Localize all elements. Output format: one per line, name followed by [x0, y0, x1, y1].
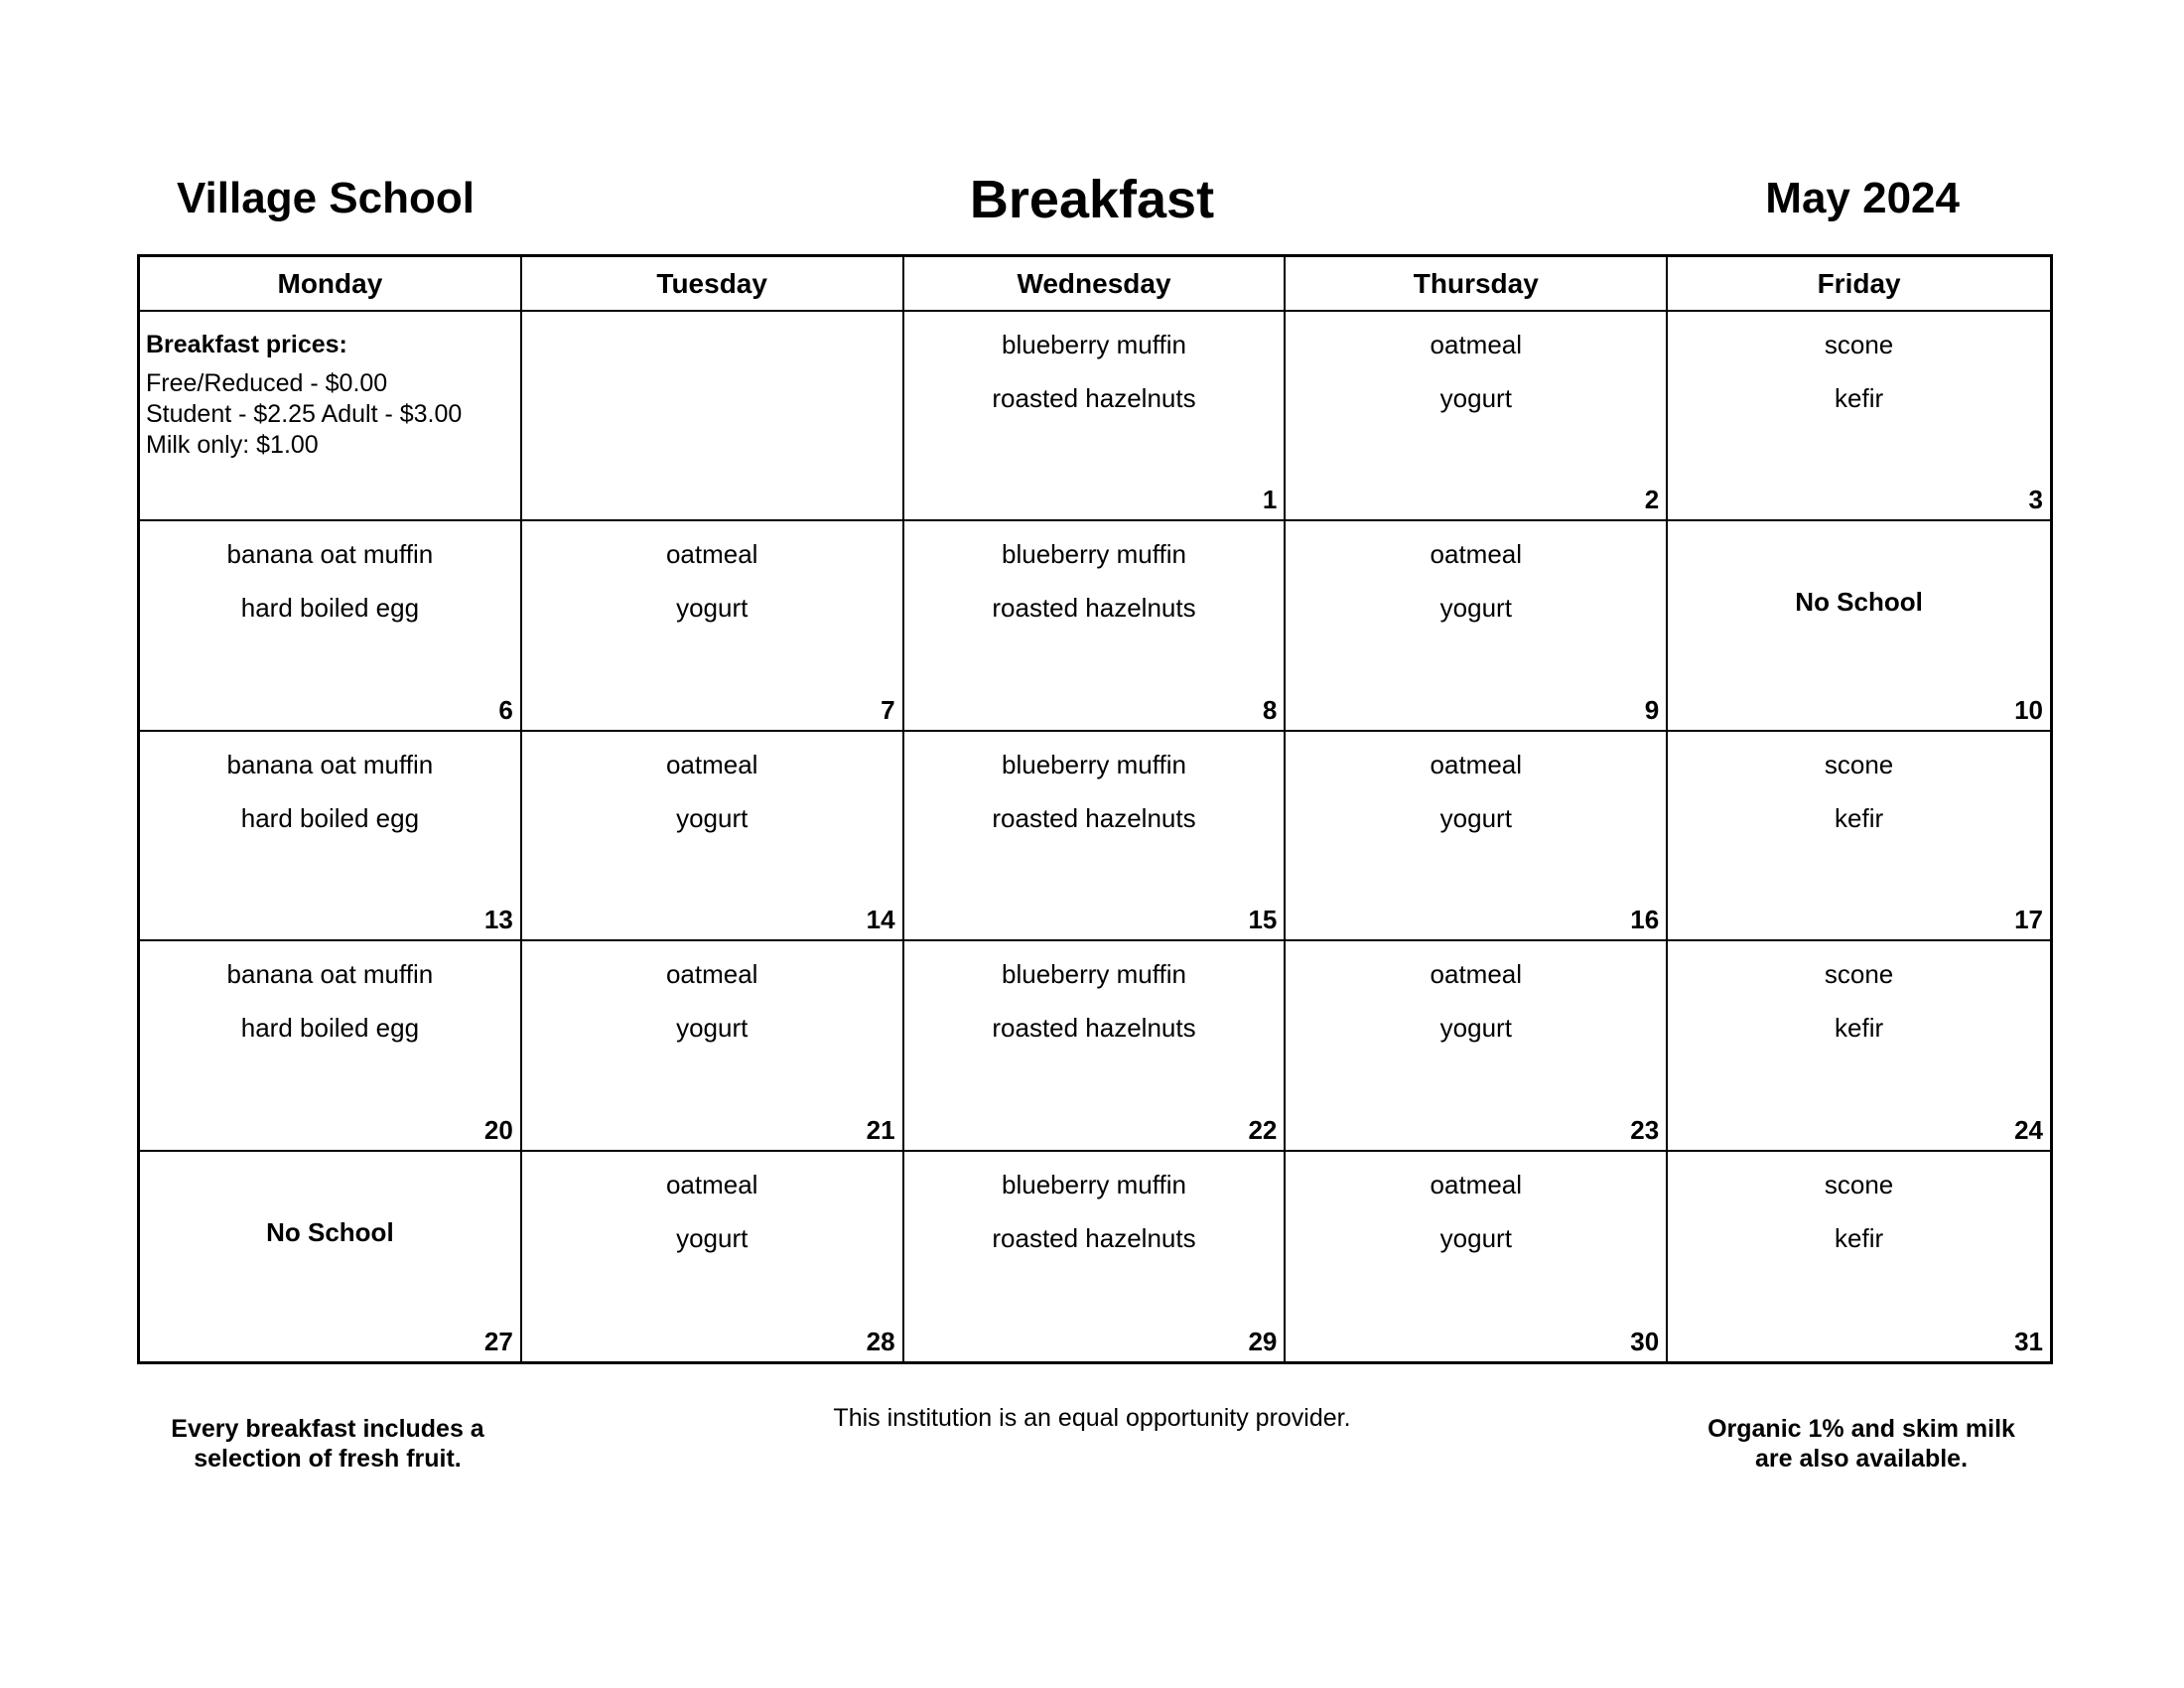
- day-number: 29: [1248, 1326, 1278, 1356]
- day-number: 30: [1630, 1326, 1660, 1356]
- menu-item: yogurt: [1439, 593, 1512, 624]
- calendar-day-cell: [1668, 1152, 2050, 1361]
- day-number: 17: [2014, 905, 2043, 935]
- menu-item: yogurt: [676, 1013, 749, 1044]
- fruit-note-line2: selection of fresh fruit.: [194, 1445, 462, 1473]
- menu-item: yogurt: [1439, 1222, 1512, 1253]
- calendar-day-cell: [522, 732, 904, 941]
- day-header-wednesday: Wednesday: [904, 257, 1287, 312]
- menu-item: hard boiled egg: [240, 802, 420, 833]
- calendar-day-cell: [1286, 312, 1668, 521]
- menu-item: yogurt: [676, 593, 749, 624]
- day-number: 27: [483, 1326, 513, 1356]
- menu-item: hard boiled egg: [240, 593, 420, 624]
- menu-item: banana oat muffin: [226, 539, 434, 570]
- day-number: 20: [483, 1114, 513, 1145]
- milk-note: [1668, 1414, 2055, 1474]
- menu-item: kefir: [1835, 383, 1884, 413]
- day-number: 24: [2014, 1114, 2043, 1145]
- day-header-friday: Friday: [1668, 257, 2050, 312]
- menu-item: yogurt: [676, 802, 749, 833]
- menu-item: kefir: [1835, 1013, 1884, 1044]
- calendar-day-cell: [904, 521, 1287, 731]
- calendar-day-cell: [1668, 312, 2050, 521]
- menu-item: oatmeal: [1430, 959, 1523, 990]
- menu-item: scone: [1824, 749, 1894, 779]
- day-number: 8: [1262, 694, 1278, 725]
- day-number: 10: [2014, 694, 2043, 725]
- calendar-day-cell: [904, 1152, 1287, 1361]
- menu-item: roasted hazelnuts: [992, 593, 1196, 624]
- day-number: 28: [866, 1326, 895, 1356]
- menu-item: hard boiled egg: [240, 1013, 420, 1044]
- calendar-day-cell: [904, 732, 1287, 941]
- fruit-note-line1: Every breakfast includes a: [171, 1415, 484, 1443]
- calendar-day-cell: [1286, 521, 1668, 731]
- calendar-day-cell: [904, 941, 1287, 1151]
- page-title: Breakfast: [969, 170, 1215, 229]
- menu-item: blueberry muffin: [1002, 1169, 1186, 1199]
- day-number: 7: [881, 694, 895, 725]
- day-number: 22: [1248, 1114, 1278, 1145]
- day-number: 16: [1630, 905, 1660, 935]
- prices-title: Breakfast prices:: [146, 331, 347, 358]
- calendar-day-cell: [140, 1152, 522, 1361]
- day-number: 3: [2028, 485, 2043, 515]
- menu-item: scone: [1824, 959, 1894, 990]
- menu-item: blueberry muffin: [1002, 330, 1186, 359]
- milk-note-line1: Organic 1% and skim milk: [1707, 1415, 2015, 1443]
- menu-item: oatmeal: [665, 539, 758, 570]
- menu-item: oatmeal: [1430, 330, 1523, 359]
- price-free-reduced: Free/Reduced - $0.00: [146, 369, 388, 397]
- menu-item: roasted hazelnuts: [992, 383, 1196, 413]
- month-label: May 2024: [1765, 174, 1960, 222]
- day-number: 14: [866, 905, 895, 935]
- menu-item: blueberry muffin: [1002, 539, 1186, 570]
- calendar-day-cell: [140, 941, 522, 1151]
- day-number: 21: [866, 1114, 895, 1145]
- day-header-tuesday: Tuesday: [522, 257, 904, 312]
- calendar-day-cell: [904, 312, 1287, 521]
- calendar-day-cell: [1668, 941, 2050, 1151]
- menu-item: oatmeal: [665, 749, 758, 779]
- calendar-day-cell: [1286, 1152, 1668, 1361]
- price-milk-only: Milk only: $1.00: [146, 431, 319, 459]
- breakfast-prices: [146, 330, 462, 461]
- menu-item: oatmeal: [665, 1169, 758, 1199]
- menu-item: oatmeal: [665, 959, 758, 990]
- calendar-grid: [137, 254, 2053, 1364]
- calendar-day-cell: [522, 312, 904, 521]
- calendar-day-cell: [1286, 732, 1668, 941]
- calendar-day-cell: [522, 521, 904, 731]
- calendar-day-cell: [140, 312, 522, 521]
- calendar-day-cell: [140, 521, 522, 731]
- calendar-day-cell: [522, 941, 904, 1151]
- day-number: 6: [498, 694, 513, 725]
- menu-item: blueberry muffin: [1002, 749, 1186, 779]
- menu-item: yogurt: [676, 1222, 749, 1253]
- menu-item: scone: [1824, 330, 1894, 359]
- menu-item: banana oat muffin: [226, 749, 434, 779]
- menu-item: roasted hazelnuts: [992, 1013, 1196, 1044]
- day-number: 23: [1630, 1114, 1660, 1145]
- menu-item: roasted hazelnuts: [992, 1222, 1196, 1253]
- school-name: Village School: [177, 174, 475, 222]
- day-number: 15: [1248, 905, 1278, 935]
- menu-item: kefir: [1835, 802, 1884, 833]
- day-number: 13: [483, 905, 513, 935]
- menu-item: blueberry muffin: [1002, 959, 1186, 990]
- no-school-label: No School: [266, 1216, 394, 1247]
- menu-item: oatmeal: [1430, 1169, 1523, 1199]
- menu-item: yogurt: [1439, 1013, 1512, 1044]
- menu-item: yogurt: [1439, 383, 1512, 413]
- calendar-day-cell: [1668, 521, 2050, 731]
- day-number: 1: [1262, 485, 1278, 515]
- calendar-day-cell: [1286, 941, 1668, 1151]
- menu-item: oatmeal: [1430, 539, 1523, 570]
- day-header-thursday: Thursday: [1286, 257, 1668, 312]
- menu-item: scone: [1824, 1169, 1894, 1199]
- menu-item: roasted hazelnuts: [992, 802, 1196, 833]
- milk-note-line2: are also available.: [1754, 1445, 1969, 1473]
- price-student-adult: Student - $2.25 Adult - $3.00: [146, 400, 463, 428]
- day-number: 9: [1644, 694, 1660, 725]
- menu-item: yogurt: [1439, 802, 1512, 833]
- calendar-day-cell: [140, 732, 522, 941]
- equal-opportunity-note: This institution is an equal opportunity provider.: [833, 1404, 1351, 1432]
- day-header-monday: Monday: [140, 257, 522, 312]
- menu-item: oatmeal: [1430, 749, 1523, 779]
- menu-item: kefir: [1835, 1222, 1884, 1253]
- day-number: 31: [2014, 1326, 2043, 1356]
- calendar-day-cell: [1668, 732, 2050, 941]
- no-school-label: No School: [1795, 587, 1923, 618]
- menu-item: banana oat muffin: [226, 959, 434, 990]
- day-number: 2: [1644, 485, 1660, 515]
- calendar-day-cell: [522, 1152, 904, 1361]
